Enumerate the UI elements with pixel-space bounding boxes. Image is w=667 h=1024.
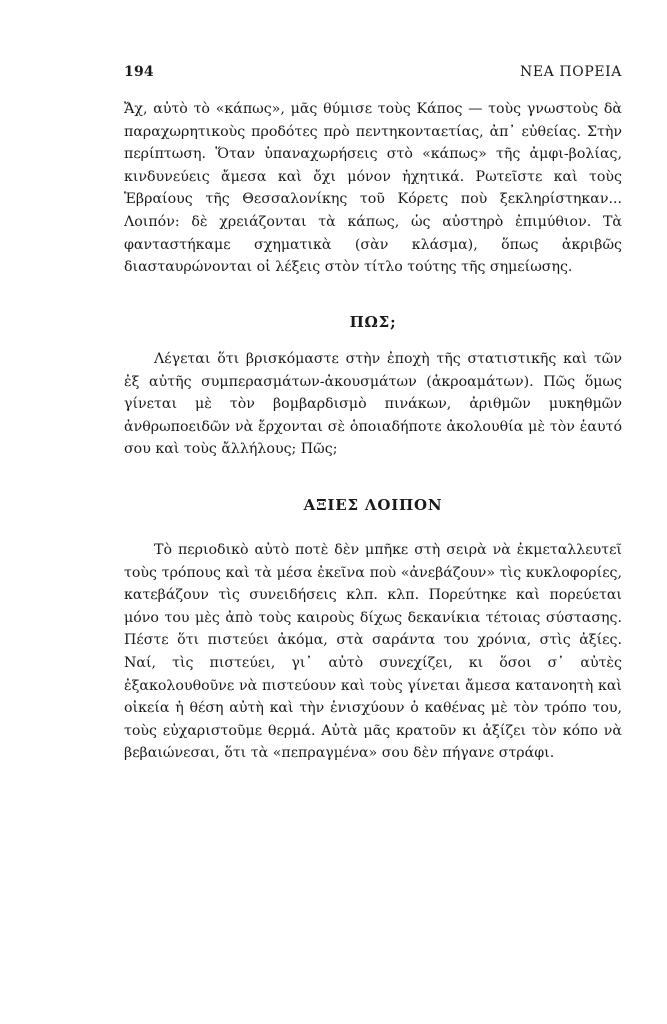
- running-head: [124, 64, 622, 80]
- page-number: 194: [124, 64, 154, 80]
- section-3-paragraph: Τὸ περιοδικὸ αὐτὸ ποτὲ δὲν μπῆκε στὴ σειρὰ νὰ ἐκμεταλλευτεῖ τοὺς τρόπους καὶ τὰ μέσα ἐκεῖνα ποὺ «ἀνεβάζουν» τὶς κυκλοφορίες, κατεβάζουν τὶς συνειδήσεις κλπ. κλπ. Πορεύτηκε καὶ πορεύεται μόνο του μὲς ἀπὸ τοὺς καιροὺς δίχως δεκανίκια τέτοιας σύστασης. Πέστε ὅτι πιστεύει ἀκόμα, στὰ σαράντα του χρόνια, στὶς ἀξίες. Ναί, τὶς πιστεύει, γι᾽ αὐτὸ συνεχίζει, κι ὅσοι σ᾽ αὐτὲς ἐξακολουθοῦνε νὰ πιστεύουν καὶ τοὺς γίνεται ἄμεσα κατανοητὴ καὶ οἰκεία ἡ θέση αὐτὴ καὶ τὴν ἐνισχύουν ὁ καθένας μὲ τὸν τρόπο του, τοὺς εὐχαριστοῦμε θερμά. Αὐτὰ μᾶς κρατοῦν κι ἀξίζει τὸν κόπο νὰ βεβαιώνεσαι, ὅτι τὰ «πεπραγμένα» σου δὲν πήγανε στράφι.: [124, 542, 622, 762]
- section-1-paragraph: Ἄχ, αὐτὸ τὸ «κάπως», μᾶς θύμισε τοὺς Κάπος — τοὺς γνωστοὺς δὰ παραχωρητικοὺς προδότες πρὸ πεντηκονταετίας, ἀπ᾽ εὐθείας. Στὴν περίπτωση. Ὅταν ὑπαναχωρήσεις στὸ «κάπως» τῆς ἀμφι-βολίας, κινδυνεύεις ἄμεσα καὶ ὄχι μόνον ἠχητικά. Ρωτεῖστε καὶ τοὺς Ἑβραίους τῆς Θεσσαλονίκης τοῦ Κόρετς ποὺ ξεκληρίστηκαν... Λοιπόν: δὲ χρειάζονται τὰ κάπως, ὡς αὐστηρὸ ἐπιμύθιον. Τὰ φανταστήκαμε σχηματικὰ (σὰν κλάσμα), ὅπως ἀκριβῶς διασταυρώνονται οἱ λέξεις στὸν τίτλο τούτης τῆς σημείωσης.: [124, 101, 622, 276]
- section-2-heading: ΠΩΣ;: [349, 313, 397, 331]
- section-3-heading: ΑΞΙΕΣ ΛΟΙΠΟΝ: [303, 496, 443, 514]
- section-2-paragraph: Λέγεται ὅτι βρισκόμαστε στὴν ἐποχὴ τῆς στατιστικῆς καὶ τῶν ἐξ αὐτῆς συμπερασμάτων-ἀκουσμάτων (ἀκροαμάτων). Πῶς ὅμως γίνεται μὲ τὸν βομβαρδισμὸ πινάκων, ἀριθμῶν μυκηθμῶν ἀνθρωποειδῶν νὰ ἔρχονται σὲ ὁποιαδήποτε ἀκολουθία μὲ τὸν ἑαυτό σου καὶ τοὺς ἄλλήλους; Πῶς;: [124, 351, 622, 458]
- journal-title: ΝΕΑ ΠΟΡΕΙΑ: [520, 64, 622, 80]
